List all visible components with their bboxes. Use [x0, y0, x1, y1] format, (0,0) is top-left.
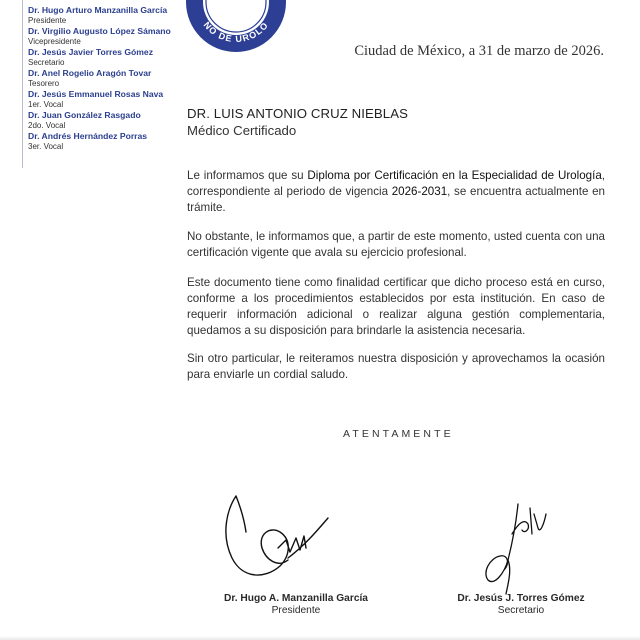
- signer-name: Dr. Hugo A. Manzanilla García: [224, 593, 368, 604]
- letter-date: Ciudad de México, a 31 de marzo de 2026.: [354, 43, 604, 59]
- paragraph-text: , se encuentra actualmente en trámite.: [187, 185, 605, 214]
- board-member-name: Dr. Virgilio Augusto López Sámano: [28, 26, 171, 36]
- society-seal-icon: [184, 0, 288, 54]
- board-member: [28, 26, 198, 47]
- paragraph-farewell: Sin otro particular, le reiteramos nuestra disposición y aprovechamos la ocasión para enviarle un cordial saludo.: [187, 352, 605, 381]
- board-member: [28, 5, 198, 26]
- board-member: [28, 68, 198, 89]
- validity-period: 2026-2031: [391, 185, 448, 198]
- paragraph-purpose: Este documento tiene como finalidad certificar que dicho proceso está en curso, conforme a los procedimientos establecidos por esta institución. En caso de requerir información adicional o realizar alguna gestión complementaria, quedamos a su disposición para brindarle la asistencia necesaria.: [187, 276, 605, 337]
- seal-text: NO DE UROLO: [201, 19, 271, 45]
- board-member-name: Dr. Andrés Hernández Porras: [28, 131, 148, 141]
- board-member-role: Secretario: [28, 58, 65, 67]
- page-bottom-edge: [0, 636, 640, 640]
- board-member-role: 3er. Vocal: [28, 142, 64, 151]
- board-member-role: Tesorero: [28, 79, 60, 88]
- board-member: [28, 89, 198, 110]
- signer-role: Presidente: [271, 605, 321, 616]
- board-member-name: Dr. Jesús Emmanuel Rosas Nava: [28, 89, 164, 99]
- paragraph-text: , correspondiente al periodo de vigencia: [187, 169, 605, 198]
- signer-role: Secretario: [497, 605, 545, 616]
- recipient-name: DR. LUIS ANTONIO CRUZ NIEBLAS: [187, 106, 409, 121]
- board-member-role: Vicepresidente: [28, 37, 81, 46]
- board-member-name: Dr. Hugo Arturo Manzanilla García: [28, 5, 168, 15]
- signer-president: [213, 593, 379, 616]
- signer-name: Dr. Jesús J. Torres Gómez: [457, 593, 585, 604]
- board-member: [28, 47, 198, 68]
- paragraph-text: Le informamos que su: [187, 169, 308, 182]
- board-divider-line: [22, 0, 23, 168]
- signature-president-drawing: [218, 488, 338, 598]
- signature-secretary-drawing: [478, 494, 548, 598]
- board-member-role: 2do. Vocal: [28, 121, 66, 130]
- closing-atentamente: ATENTAMENTE: [343, 428, 454, 440]
- board-member: [28, 131, 198, 152]
- board-list: [28, 5, 198, 152]
- board-member-role: 1er. Vocal: [28, 100, 64, 109]
- board-member-role: Presidente: [28, 16, 67, 25]
- board-member-name: Dr. Juan González Rasgado: [28, 110, 141, 120]
- signer-secretary: [447, 593, 595, 616]
- board-member-name: Dr. Anel Rogelio Aragón Tovar: [28, 68, 152, 78]
- diploma-name: Diploma por Certificación en la Especialidad de Urología: [307, 169, 602, 182]
- paragraph-certification-status: [187, 168, 605, 216]
- recipient-title: Médico Certificado: [187, 123, 297, 138]
- paragraph-valid-certification: No obstante, le informamos que, a partir de este momento, usted cuenta con una certificación vigente que avala su ejercicio profesional.: [187, 230, 605, 259]
- board-member: [28, 110, 198, 131]
- board-member-name: Dr. Jesús Javier Torres Gómez: [28, 47, 153, 57]
